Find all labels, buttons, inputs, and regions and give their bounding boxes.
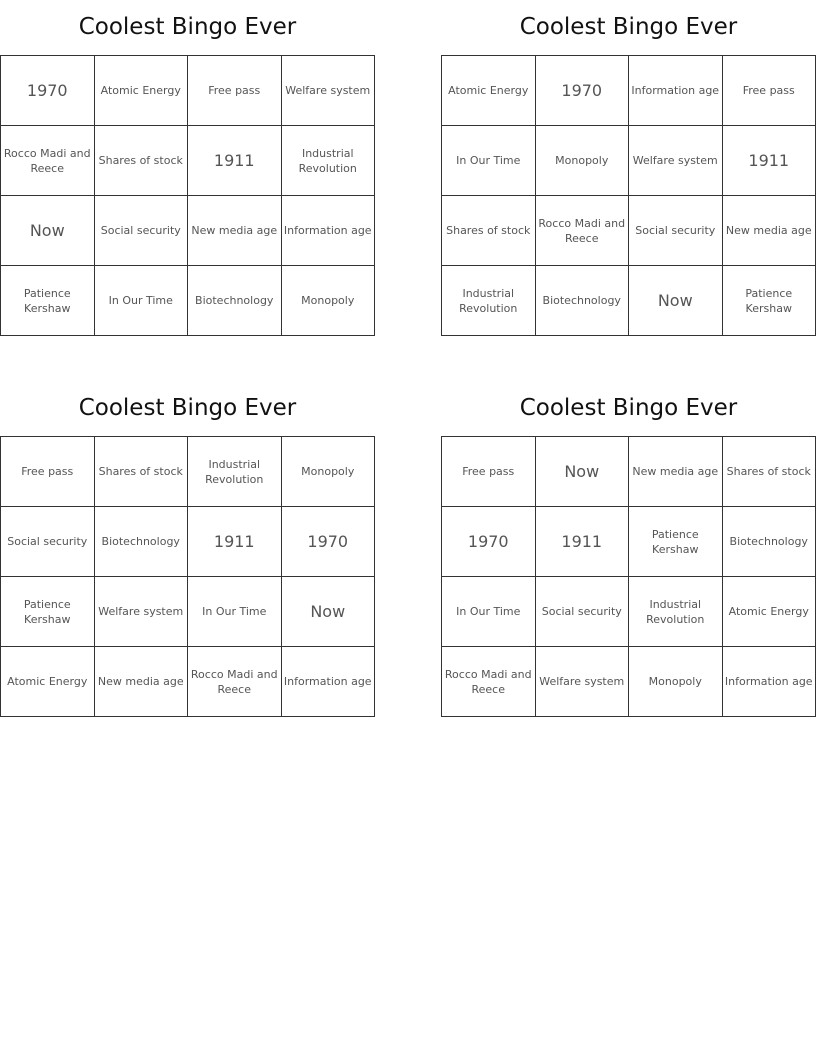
bingo-cell: Now bbox=[629, 266, 723, 336]
bingo-grid bbox=[441, 55, 816, 336]
card-title: Coolest Bingo Ever bbox=[78, 14, 297, 40]
bingo-cell: Information age bbox=[629, 56, 723, 126]
bingo-cell: Free pass bbox=[442, 437, 536, 507]
bingo-cell: Monopoly bbox=[629, 647, 723, 717]
bingo-cell: Rocco Madi and Reece bbox=[536, 196, 630, 266]
bingo-cell: Social security bbox=[95, 196, 189, 266]
bingo-cell: Information age bbox=[282, 647, 376, 717]
bingo-grid bbox=[441, 436, 816, 717]
bingo-cell: 1970 bbox=[442, 507, 536, 577]
bingo-card-2 bbox=[441, 12, 816, 336]
card-title: Coolest Bingo Ever bbox=[519, 14, 738, 40]
bingo-cell: New media age bbox=[95, 647, 189, 717]
bingo-cell: 1911 bbox=[723, 126, 816, 196]
bingo-cell: Atomic Energy bbox=[1, 647, 95, 717]
bingo-cell: Industrial Revolution bbox=[188, 437, 282, 507]
bingo-cell: Social security bbox=[1, 507, 95, 577]
bingo-cell: Rocco Madi and Reece bbox=[1, 126, 95, 196]
bingo-cell: Shares of stock bbox=[95, 126, 189, 196]
bingo-cell: Patience Kershaw bbox=[1, 577, 95, 647]
bingo-cell: 1911 bbox=[536, 507, 630, 577]
bingo-cell: In Our Time bbox=[188, 577, 282, 647]
bingo-cell: Information age bbox=[282, 196, 376, 266]
bingo-cell: Welfare system bbox=[282, 56, 376, 126]
bingo-cell: Welfare system bbox=[629, 126, 723, 196]
card-title: Coolest Bingo Ever bbox=[519, 395, 738, 421]
bingo-cell: Industrial Revolution bbox=[629, 577, 723, 647]
card-title: Coolest Bingo Ever bbox=[78, 395, 297, 421]
bingo-cell: Patience Kershaw bbox=[629, 507, 723, 577]
bingo-cell: Welfare system bbox=[536, 647, 630, 717]
bingo-cell: Now bbox=[536, 437, 630, 507]
bingo-card-3 bbox=[0, 393, 375, 717]
bingo-cell: In Our Time bbox=[442, 577, 536, 647]
bingo-cell: Social security bbox=[536, 577, 630, 647]
bingo-cell: Monopoly bbox=[536, 126, 630, 196]
bingo-cell: 1970 bbox=[536, 56, 630, 126]
bingo-cell: Social security bbox=[629, 196, 723, 266]
bingo-cell: New media age bbox=[723, 196, 816, 266]
bingo-cell: Biotechnology bbox=[723, 507, 816, 577]
bingo-cell: Now bbox=[282, 577, 376, 647]
bingo-cell: Rocco Madi and Reece bbox=[442, 647, 536, 717]
bingo-cell: Now bbox=[1, 196, 95, 266]
bingo-cell: Information age bbox=[723, 647, 816, 717]
bingo-cell: Free pass bbox=[1, 437, 95, 507]
bingo-cell: Rocco Madi and Reece bbox=[188, 647, 282, 717]
bingo-cell: 1970 bbox=[1, 56, 95, 126]
bingo-cell: Patience Kershaw bbox=[723, 266, 816, 336]
bingo-cell: Biotechnology bbox=[536, 266, 630, 336]
bingo-card-1 bbox=[0, 12, 375, 336]
bingo-cell: Welfare system bbox=[95, 577, 189, 647]
bingo-cell: Patience Kershaw bbox=[1, 266, 95, 336]
bingo-cell: Monopoly bbox=[282, 437, 376, 507]
bingo-cell: Biotechnology bbox=[188, 266, 282, 336]
bingo-card-4 bbox=[441, 393, 816, 717]
bingo-cell: In Our Time bbox=[442, 126, 536, 196]
bingo-cell: Shares of stock bbox=[95, 437, 189, 507]
bingo-cell: In Our Time bbox=[95, 266, 189, 336]
bingo-cell: Free pass bbox=[188, 56, 282, 126]
bingo-cell: Shares of stock bbox=[442, 196, 536, 266]
bingo-cell: Atomic Energy bbox=[442, 56, 536, 126]
bingo-cell: New media age bbox=[188, 196, 282, 266]
bingo-grid bbox=[0, 436, 375, 717]
bingo-cell: Atomic Energy bbox=[95, 56, 189, 126]
bingo-cell: 1970 bbox=[282, 507, 376, 577]
bingo-cell: Biotechnology bbox=[95, 507, 189, 577]
bingo-cell: Free pass bbox=[723, 56, 816, 126]
bingo-cell: Shares of stock bbox=[723, 437, 816, 507]
bingo-cell: 1911 bbox=[188, 126, 282, 196]
bingo-cell: New media age bbox=[629, 437, 723, 507]
bingo-grid bbox=[0, 55, 375, 336]
bingo-cell: Atomic Energy bbox=[723, 577, 816, 647]
bingo-cell: 1911 bbox=[188, 507, 282, 577]
bingo-cell: Monopoly bbox=[282, 266, 376, 336]
bingo-cell: Industrial Revolution bbox=[282, 126, 376, 196]
bingo-cell: Industrial Revolution bbox=[442, 266, 536, 336]
